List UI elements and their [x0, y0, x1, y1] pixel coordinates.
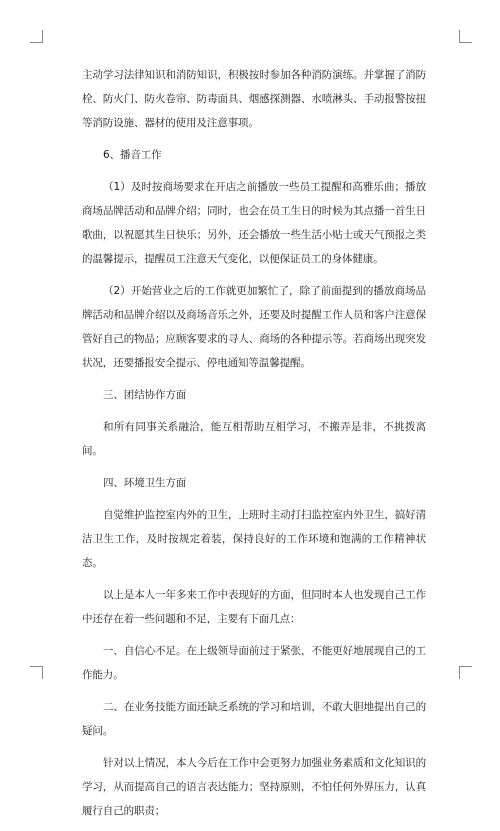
paragraph-fire-knowledge: 主动学习法律知识和消防知识，积极按时参加各种消防演练。并掌握了消防栓、防火门、防火卷帘、防毒面具、烟感探测器、水喷淋头、手动报警按扭等消防设施、器材的使用及注意事项。 — [82, 69, 426, 129]
crop-mark-bottom-left — [30, 666, 43, 679]
paragraph-broadcast-2: （2）开始营业之后的工作就更加繁忙了，除了前面提到的播放商场品牌活动和品牌介绍以及商场音乐之外，还要及时提醒工作人员和客户注意保管好自己的物品；应顾客要求的寻人、商场的各种提示等。若商场出现突发状况，还要播报安全提示、停电通知等温馨提醒。 — [82, 285, 426, 369]
paragraph-teamwork: 和所有同事关系融洽，能互相帮助互相学习，不搬弄是非，不挑拨离间。 — [82, 421, 426, 457]
crop-mark-bottom-right — [459, 666, 472, 679]
paragraph-broadcast-1: （1）及时按商场要求在开店之前播放一些员工提醒和高雅乐曲；播放商场品牌活动和品牌介绍；同时，也会在员工生日的时候为其点播一首生日歌曲，以祝愿其生日快乐；另外，还会播放一些生活小贴士或天气预报之类的温馨提示，提醒员工注意天气变化，以便保证员工的身体健康。 — [82, 181, 426, 265]
section-heading-teamwork: 三、团结协作方面 — [103, 389, 187, 401]
crop-mark-top-right — [459, 30, 472, 43]
section-heading-hygiene: 四、环境卫生方面 — [103, 477, 187, 489]
section-heading-broadcast: 6、播音工作 — [103, 149, 162, 161]
paragraph-improvement: 针对以上情况，本人今后在工作中会更努力加强业务素质和文化知识的学习，从而提高自己的语言表达能力；坚持原则，不怕任何外界压力，认真履行自己的职责； — [82, 757, 426, 817]
paragraph-summary: 以上是本人一年多来工作中表现好的方面，但同时本人也发现自己工作中还存在着一些问题和不足，主要有下面几点： — [82, 589, 426, 625]
document-body — [82, 63, 426, 831]
crop-mark-top-left — [30, 30, 43, 43]
paragraph-shortcoming-2: 二、在业务技能方面还缺乏系统的学习和培训，不敢大胆地提出自己的疑问。 — [82, 701, 426, 737]
paragraph-shortcoming-1: 一、自信心不足。在上级领导面前过于紧张，不能更好地展现自己的工作能力。 — [82, 645, 426, 681]
paragraph-hygiene: 自觉维护监控室内外的卫生，上班时主动打扫监控室内外卫生，搞好清洁卫生工作，及时按规定着装，保持良好的工作环境和饱满的工作精神状态。 — [82, 509, 426, 569]
